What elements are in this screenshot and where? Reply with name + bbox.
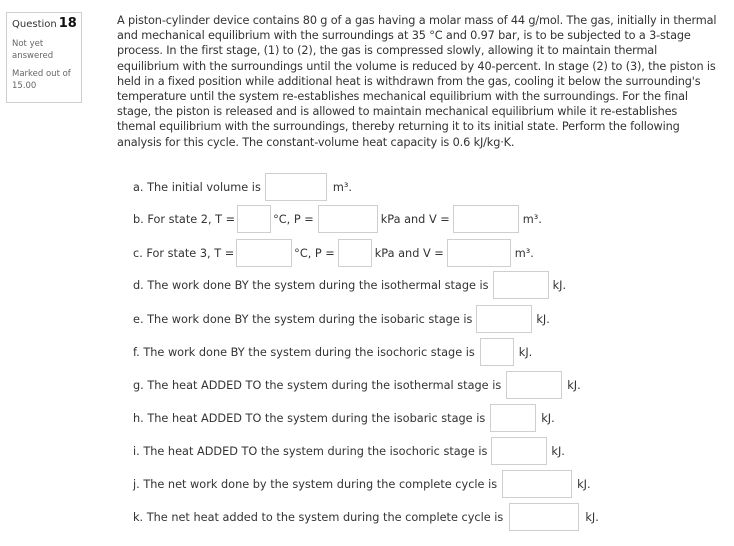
part-g-label: g. The heat ADDED TO the system during the isothermal stage is (133, 378, 502, 392)
part-k-row (133, 503, 599, 531)
part-d-unit: kJ. (552, 278, 567, 292)
part-i-unit: kJ. (551, 444, 565, 458)
part-j-unit: kJ. (577, 477, 591, 491)
part-h-label: h. The heat ADDED TO the system during the isobaric stage is (133, 411, 486, 425)
part-b-volume-input[interactable] (453, 205, 519, 233)
question-number: 18 (58, 16, 77, 31)
part-g-unit: kJ. (567, 378, 581, 392)
part-c-label: c. For state 3, T = (133, 246, 235, 260)
part-e-input[interactable] (476, 305, 532, 333)
part-b-v-unit: m³. (522, 212, 542, 226)
part-c-p-unit: kPa and V = (374, 246, 444, 260)
part-b-row (133, 205, 542, 233)
part-a-unit: m³. (332, 180, 352, 194)
part-c-t-unit: °C, P = (294, 246, 335, 260)
question-heading (12, 17, 76, 32)
part-f-label: f. The work done BY the system during the isochoric stage is (133, 345, 475, 359)
part-b-label: b. For state 2, T = (133, 212, 236, 226)
part-j-label: j. The net work done by the system during the complete cycle is (133, 477, 498, 491)
marked-line-1: Marked out of (12, 69, 71, 79)
part-e-row (133, 305, 550, 333)
part-b-p-unit: kPa and V = (380, 212, 450, 226)
part-b-t-unit: °C, P = (273, 212, 314, 226)
status-line-2: answered (12, 51, 54, 61)
part-e-unit: kJ. (536, 312, 550, 326)
part-c-v-unit: m³. (514, 246, 534, 260)
status-line-1: Not yet (12, 39, 44, 49)
question-word: Question (12, 19, 57, 30)
part-h-unit: kJ. (541, 411, 555, 425)
part-g-row (133, 371, 581, 399)
part-f-row (133, 338, 532, 366)
part-k-unit: kJ. (585, 510, 599, 524)
question-text: A piston-cylinder device contains 80 g of a gas having a molar mass of 44 g/mol. The gas, initially in thermal and mechanical equilibrium with the surroundings at 35 °C and 0.97 bar, is to be subjected to a 3-stage process. In the first stage, (1) to (2), the gas is compressed slowly, allowing it to maintain thermal equilibrium with the surroundings until the volume is reduced by 40-percent. In stage (2) to (3), the piston is held in a fixed position while additional heat is withdrawn from the gas, cooling it below the surrounding's temperature until the system re-establishes mechanical equilibrium with the surroundings. For the final stage, the piston is released and is allowed to maintain mechanical equilibrium while it re-establishes themal equilibrium with the surroundings, thereby returning it to its initial state. Perform the following analysis for this cycle. The constant-volume heat capacity is 0.6 kJ/kg·K. (117, 14, 717, 149)
part-h-input[interactable] (490, 404, 536, 432)
question-content (117, 13, 717, 150)
part-f-input[interactable] (480, 338, 514, 366)
part-k-input[interactable] (509, 503, 579, 531)
part-a-label: a. The initial volume is (133, 180, 261, 194)
part-d-input[interactable] (493, 271, 549, 299)
part-h-row (133, 404, 555, 432)
part-d-row (133, 271, 566, 299)
part-i-label: i. The heat ADDED TO the system during the isochoric stage is (133, 444, 488, 458)
part-c-pressure-input[interactable] (338, 239, 372, 267)
marked-line-2: 15.00 (12, 81, 37, 91)
part-b-temperature-input[interactable] (237, 205, 271, 233)
part-i-input[interactable] (491, 437, 547, 465)
part-f-unit: kJ. (518, 345, 533, 359)
part-k-label: k. The net heat added to the system during the complete cycle is (133, 510, 504, 524)
part-g-input[interactable] (506, 371, 562, 399)
part-j-row (133, 470, 591, 498)
part-d-label: d. The work done BY the system during the isothermal stage is (133, 278, 489, 292)
question-info-panel (6, 12, 82, 103)
part-c-row (133, 239, 534, 267)
part-b-pressure-input[interactable] (318, 205, 378, 233)
part-e-label: e. The work done BY the system during the isobaric stage is (133, 312, 473, 326)
part-c-temperature-input[interactable] (236, 239, 292, 267)
part-a-row (133, 173, 352, 201)
part-j-input[interactable] (502, 470, 572, 498)
part-i-row (133, 437, 565, 465)
part-c-volume-input[interactable] (447, 239, 511, 267)
part-a-volume-input[interactable] (265, 173, 327, 201)
